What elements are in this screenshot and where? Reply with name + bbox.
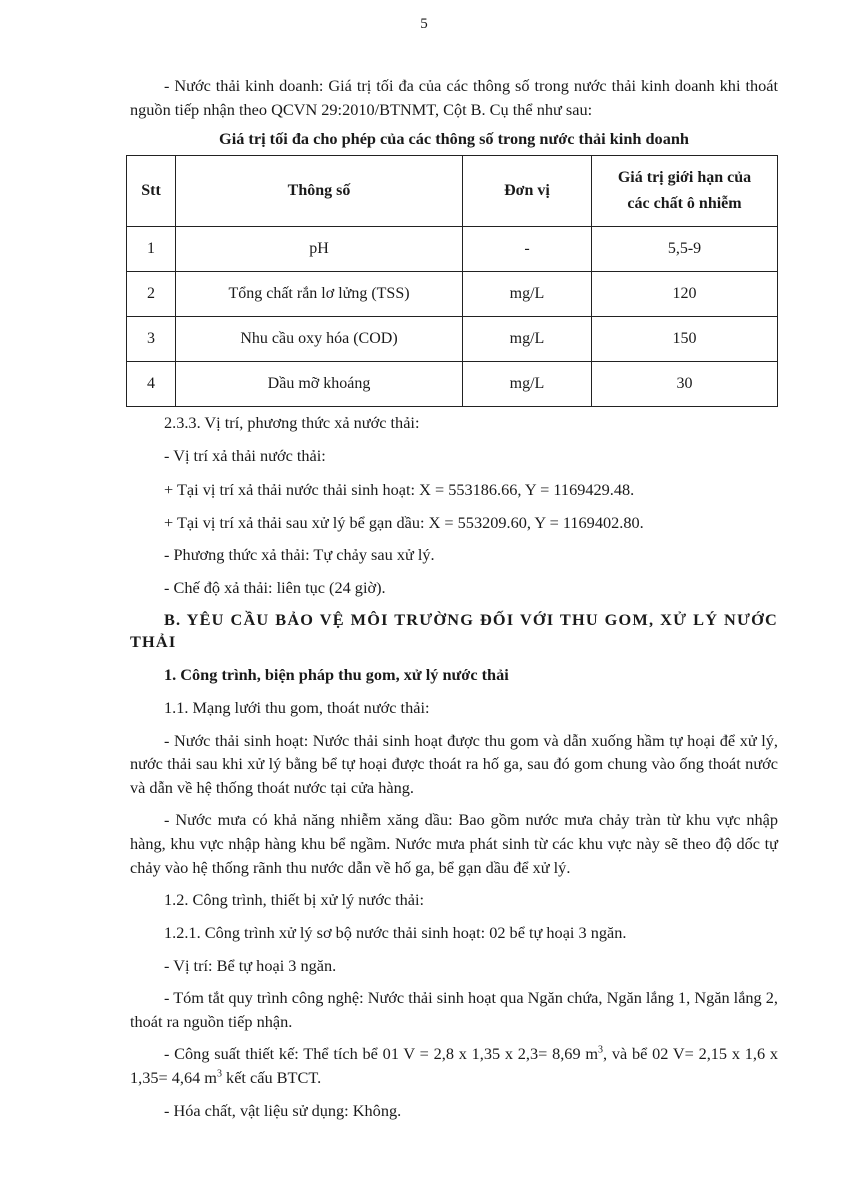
chemicals: - Hóa chất, vật liệu sử dụng: Không. [164, 1100, 402, 1120]
sub-1-2-1: 1.2.1. Công trình xử lý sơ bộ nước thải sinh hoạt: 02 bể tự hoại 3 ngăn. [164, 922, 627, 942]
capacity-sup1: 3 [598, 1044, 604, 1056]
tank-position: - Vị trí: Bể tự hoại 3 ngăn. [164, 955, 337, 975]
cell-stt: 1 [127, 226, 176, 271]
cell-unit: mg/L [463, 361, 592, 406]
heading-b: B. YÊU CẦU BẢO VỆ MÔI TRƯỜNG ĐỐI VỚI THU GOM, XỬ LÝ NƯỚC THẢI [130, 609, 778, 652]
table-row [127, 316, 778, 361]
limits-table [126, 155, 778, 407]
para-domestic: - Nước thải sinh hoạt: Nước thải sinh hoạt được thu gom và dẫn xuống hầm tự hoại để xử lý, nước thải sau khi xử lý bằng bể tự hoại được thoát ra hố ga, sau đó gom chung vào ống thoát nước và dẫn về hệ thống thoát nước tại cửa hàng. [130, 730, 778, 797]
header-limit [592, 155, 778, 226]
para-rain: - Nước mưa có khả năng nhiễm xăng dầu: Bao gồm nước mưa chảy tràn từ khu vực nhập hàng, khu vực nhập hàng khu bể ngầm. Nước mưa phát sinh từ các khu vực này sẽ theo độ dốc tự chảy vào hệ thống rãnh thu nước dẫn về hố ga, bể gạn dầu để xử lý. [130, 810, 778, 877]
cell-stt: 3 [127, 316, 176, 361]
table-row [127, 271, 778, 316]
capacity-part3: kết cấu BTCT. [221, 1068, 322, 1087]
design-capacity [130, 1042, 778, 1089]
header-limit-line1: Giá trị giới hạn của [617, 169, 752, 187]
intro-paragraph: - Nước thải kinh doanh: Giá trị tối đa của các thông số trong nước thải kinh doanh khi thoát nguồn tiếp nhận theo QCVN 29:2010/BTNMT, Cột B. Cụ thể như sau: [130, 76, 778, 119]
page-number: 5 [420, 16, 428, 32]
cell-param: Tổng chất rắn lơ lửng (TSS) [176, 271, 463, 316]
table-row [127, 361, 778, 406]
cell-unit: mg/L [463, 316, 592, 361]
table-row [127, 226, 778, 271]
document-body [130, 74, 778, 1122]
cell-stt: 2 [127, 271, 176, 316]
capacity-sup2: 3 [216, 1068, 222, 1080]
table-title: Giá trị tối đa cho phép của các thông số trong nước thải kinh doanh [219, 129, 689, 149]
process-summary: - Tóm tắt quy trình công nghệ: Nước thải sinh hoạt qua Ngăn chứa, Ngăn lắng 1, Ngăn lắng 2, thoát ra nguồn tiếp nhận. [130, 988, 778, 1031]
cell-unit: - [463, 226, 592, 271]
cell-stt: 4 [127, 361, 176, 406]
cell-limit: 30 [592, 361, 778, 406]
discharge-regime: - Chế độ xả thải: liên tục (24 giờ). [164, 578, 386, 597]
sub-1-1: 1.1. Mạng lưới thu gom, thoát nước thải: [164, 697, 430, 717]
cell-param: Nhu cầu oxy hóa (COD) [176, 316, 463, 361]
point-domestic: + Tại vị trí xả thải nước thải sinh hoạt: X = 553186.66, Y = 1169429.48. [164, 480, 635, 500]
point-oil: + Tại vị trí xả thải sau xử lý bể gạn dầu: X = 553209.60, Y = 1169402.80. [164, 512, 644, 532]
capacity-part1: - Công suất thiết kế: Thể tích bể 01 V = 2,8 x 1,35 x 2,3= 8,69 m [164, 1044, 599, 1064]
table-header-row [127, 155, 778, 226]
header-limit-line2: các chất ô nhiễm [627, 194, 742, 212]
discharge-location: - Vị trí xả thải nước thải: [164, 445, 326, 465]
discharge-method: - Phương thức xả thải: Tự chảy sau xử lý. [164, 545, 435, 565]
header-stt: Stt [127, 155, 176, 226]
heading-1: 1. Công trình, biện pháp thu gom, xử lý nước thải [164, 665, 509, 685]
cell-param: pH [176, 226, 463, 271]
header-param: Thông số [176, 155, 463, 226]
cell-limit: 120 [592, 271, 778, 316]
header-unit: Đơn vị [463, 155, 592, 226]
section-2-3-3: 2.3.3. Vị trí, phương thức xả nước thải: [164, 412, 420, 432]
sub-1-2: 1.2. Công trình, thiết bị xử lý nước thải: [164, 890, 425, 910]
cell-limit: 150 [592, 316, 778, 361]
cell-unit: mg/L [463, 271, 592, 316]
cell-limit: 5,5-9 [592, 226, 778, 271]
cell-param: Dầu mỡ khoáng [176, 361, 463, 406]
capacity-part2: , và bể 02 V= 2,15 x 1,6 x 1,35= 4,64 m [130, 1044, 778, 1087]
